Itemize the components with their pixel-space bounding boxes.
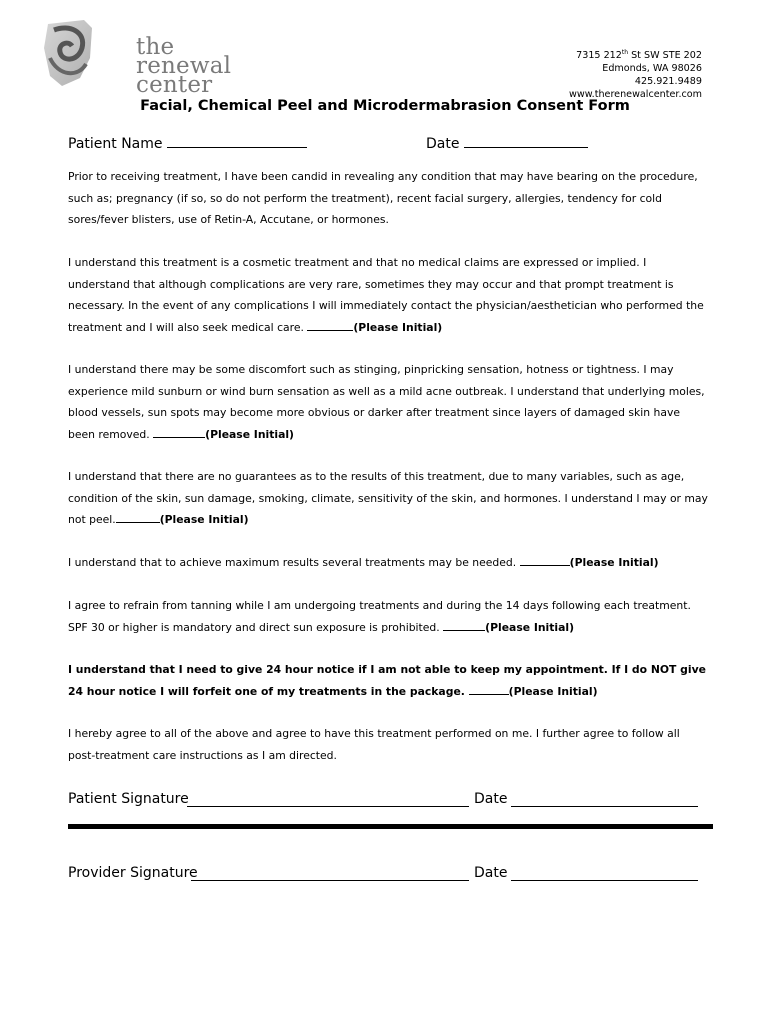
initial-label-5: (Please Initial) [485, 620, 575, 634]
swirl-logo-icon [40, 18, 100, 90]
initial-label-1: (Please Initial) [353, 320, 443, 334]
patient-name-label: Patient Name [68, 136, 163, 152]
provider-date-line[interactable] [511, 880, 698, 881]
paragraph-multiple-treatments: I understand that to achieve maximum results several treatments may be needed. (Please Initial) [68, 556, 659, 569]
header-date-label: Date [426, 136, 460, 152]
header-date-blank[interactable] [464, 137, 588, 148]
initial-blank-6[interactable] [469, 684, 509, 695]
initial-blank-5[interactable] [443, 620, 485, 631]
initial-label-6: (Please Initial) [508, 684, 598, 698]
form-title: Facial, Chemical Peel and Microdermabrasion Consent Form [140, 98, 630, 114]
patient-signature-label: Patient Signature [68, 791, 189, 807]
provider-date-label: Date [474, 865, 508, 881]
renewal-center-logo [40, 18, 232, 98]
patient-date-line[interactable] [511, 806, 698, 807]
initial-blank-3[interactable] [116, 512, 160, 523]
section-divider [68, 824, 713, 829]
provider-signature-line[interactable] [191, 880, 469, 881]
patient-name-blank[interactable] [167, 137, 307, 148]
paragraph-cancellation-policy: I understand that I need to give 24 hour notice if I am not able to keep my appointment. If I do NOT give 24 hour notice I will forfeit one of my treatments in the package. (Please Initial) [68, 663, 706, 698]
patient-signature-line[interactable] [187, 806, 469, 807]
paragraph-agreement: I hereby agree to all of the above and agree to have this treatment performed on me. I further agree to follow all post-treatment care instructions as I am directed. [68, 727, 680, 762]
paragraph-no-guarantees: I understand that there are no guarantees as to the results of this treatment, due to many variables, such as age, condition of the skin, sun damage, smoking, climate, sensitivity of the skin, and hormones. I understand I may or may not peel. (Please Initial) [68, 470, 708, 527]
address-line-1: 7315 212th St SW STE 202 [576, 49, 702, 62]
initial-label-4: (Please Initial) [569, 556, 659, 569]
website-link[interactable]: www.therenewalcenter.com [569, 89, 702, 101]
header-date-field[interactable] [426, 136, 588, 152]
phone-number: 425.921.9489 [634, 76, 702, 88]
initial-label-3: (Please Initial) [159, 513, 249, 527]
address-block [569, 46, 702, 101]
initial-blank-1[interactable] [307, 320, 353, 331]
logo-wordmark: the renewal center [136, 34, 232, 98]
paragraph-discomfort: I understand there may be some discomfort such as stinging, pinpricking sensation, hotness or tightness. I may experience mild sunburn or wind burn sensation as well as a mild acne outbreak. I understand that underlying moles, blood vessels, sun spots may become more obvious or darker after treatment since layers of damaged skin have been removed. (Please Initial) [68, 363, 705, 441]
paragraph-disclosure: Prior to receiving treatment, I have been candid in revealing any condition that may have bearing on the procedure, such as; pregnancy (if so, so do not perform the treatment), recent facial surgery, allergies, tendency for cold sores/fever blisters, use of Retin-A, Accutane, or hormones. [68, 170, 698, 227]
address-line-2: Edmonds, WA 98026 [602, 63, 702, 75]
initial-label-2: (Please Initial) [205, 427, 294, 441]
patient-date-label: Date [474, 791, 508, 807]
paragraph-tanning: I agree to refrain from tanning while I am undergoing treatments and during the 14 days following each treatment. SPF 30 or higher is mandatory and direct sun exposure is prohibited. (Please Initial) [68, 599, 691, 634]
initial-blank-4[interactable] [520, 555, 570, 566]
paragraph-cosmetic-treatment: I understand this treatment is a cosmetic treatment and that no medical claims are expressed or implied. I understand that although complications are very rare, sometimes they may occur and that prompt treatment is necessary. In the event of any complications I will immediately contact the physician/aesthetician who performed the treatment and I will also seek medical care. (Please Initial) [68, 256, 704, 334]
provider-signature-label: Provider Signature [68, 865, 198, 881]
initial-blank-2[interactable] [153, 427, 205, 438]
patient-name-field[interactable] [68, 136, 307, 152]
